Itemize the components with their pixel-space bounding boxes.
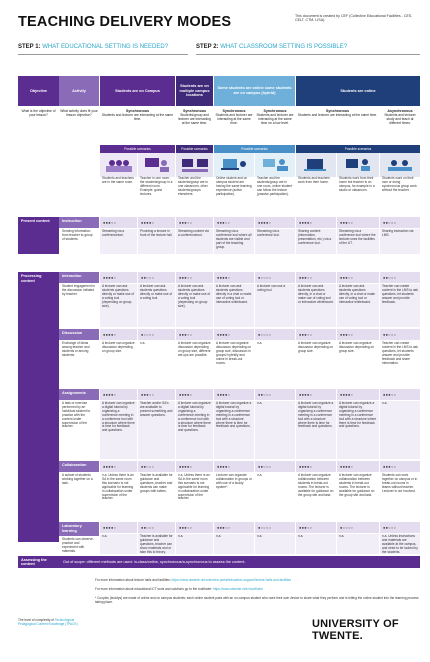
footer-line2-text: For more information about educational ICT tools and solutions go to the toolfinder: bbox=[95, 587, 213, 591]
tpack-link[interactable]: Technological Pedagogical Content Knowledge (TPACK) bbox=[18, 618, 78, 626]
cell-present-1: Streaming via a conferencetool. bbox=[100, 229, 137, 254]
footer-buddy-note: * Couples (buddys) are made of online and on campus students; each online student pairs with an on campus student who uses their own device to share what they perform and is letting the online student into the learning process taking place. bbox=[95, 596, 419, 604]
step-2 bbox=[196, 44, 347, 50]
objective-discussion: Exchange of ideas among teacher and students or among students. bbox=[62, 341, 90, 357]
rating-dots-discussion-4: ●●●●○ bbox=[214, 329, 254, 340]
rating-dots-lab-2: ●●○○○ bbox=[138, 522, 175, 533]
cell-lab-7: n.a. bbox=[337, 534, 379, 554]
online-sync-title: Synchronous bbox=[326, 109, 349, 113]
rating-dots-assignments-1: ●●●●○ bbox=[100, 389, 137, 400]
rating-dots-lab-1: ●●●●○ bbox=[100, 522, 137, 533]
cell-present-8: Sharing instruction via LMS. bbox=[380, 229, 420, 254]
rating-dots-discussion-8: ●●○○○ bbox=[380, 329, 420, 340]
cell-interaction-1: A lecturer can ask students questions directly or make use of a voting tool (depending on group size). bbox=[100, 284, 137, 327]
async-group-icon bbox=[385, 156, 415, 174]
rating-dots-discussion-3: ●●●○○ bbox=[176, 329, 213, 340]
footer-toolfinder bbox=[95, 587, 425, 591]
objective-laboratory: Students can observe, practice and experiment with materials. bbox=[62, 537, 94, 553]
cell-collaboration-4: Lecturer can organize collaboration in groups or with use of a buddy system*. bbox=[214, 473, 254, 520]
rating-dots-assignments-8: ●●●○○ bbox=[380, 389, 420, 400]
cell-discussion-6: A lecturer can organize discussion depending on group size. bbox=[296, 341, 336, 387]
assess-content-band bbox=[18, 556, 420, 568]
rating-dots-collaboration-5: ●●○○○ bbox=[255, 461, 295, 472]
footer-line1-text: For more information about lecture halls and facilities: bbox=[95, 578, 171, 582]
university-logo: UNIVERSITY OF TWENTE. bbox=[312, 618, 399, 642]
cell-collaboration-6: A lecturer can organize collaboration between students in break-out rooms. The lecturer is available for guidance on the group site and task. bbox=[296, 473, 336, 520]
rating-dots-lab-3: ●●●○○ bbox=[176, 522, 213, 533]
screen-lecture-icon bbox=[142, 156, 172, 174]
header-campus: Students are on Campus bbox=[100, 76, 175, 106]
cell-collaboration-8: Students can work together on campus or in break-out rooms in teams without teacher. Lecturer is not involved. bbox=[380, 473, 420, 520]
tpack-note bbox=[18, 618, 88, 626]
online-async-desc bbox=[380, 108, 420, 143]
caption-6: Students and teachers work from their home. bbox=[298, 176, 330, 184]
rating-dots-lab-4: ●●●○○ bbox=[214, 522, 254, 533]
multiple-sync-title: Synchronous bbox=[183, 109, 206, 113]
activity-interaction: Interaction bbox=[59, 272, 99, 283]
rating-dots-lab-7: ●○○○○ bbox=[337, 522, 379, 533]
cell-present-3: Streaming content via a conferencetool. bbox=[176, 229, 213, 254]
section-processing-content: Processing content bbox=[18, 272, 59, 542]
rating-dots-present-8: ●●○○○ bbox=[380, 217, 420, 228]
activity-laboratory: Laboratory learning bbox=[59, 522, 99, 536]
cell-lab-5: n.a. bbox=[255, 534, 295, 554]
async-illustration bbox=[380, 153, 420, 177]
cell-discussion-5: n.a. bbox=[255, 341, 295, 387]
cell-discussion-7: A lecturer can organize discussion depending on group size. bbox=[337, 341, 379, 387]
caption-8: Students work on their own or doing synchronous group work without the teacher. bbox=[382, 176, 417, 192]
online-async-text: Students and lecturer study and teach at different times. bbox=[384, 113, 416, 125]
cell-interaction-3: A lecturer can ask students questions directly or make use of a voting tool (depending on group size). bbox=[176, 284, 213, 327]
hybrid-a-sync-desc bbox=[214, 108, 254, 143]
rating-dots-present-2: ●●●●○ bbox=[138, 217, 175, 228]
step-1-divider bbox=[18, 54, 188, 55]
hybrid-active-illustration bbox=[214, 153, 254, 177]
cell-discussion-8: Teacher can create content in the LMS to ask questions, let students answer and provide feedback and share information. bbox=[380, 341, 420, 387]
caption-3: Teacher and the students/group are in one classroom, other students/groups elsewhere. bbox=[178, 176, 208, 196]
objective-collaboration: A subset of students working together on a task. bbox=[62, 473, 93, 485]
home-laptop-icon bbox=[301, 156, 331, 174]
hybrid-a-sync-title: Synchronous bbox=[222, 109, 246, 113]
rating-dots-collaboration-1: ●●●●○ bbox=[100, 461, 137, 472]
cell-interaction-7: A lecturer can ask students questions directly, in a chat or make use of voting tool or interactive whiteboard. bbox=[337, 284, 379, 327]
rating-dots-interaction-5: ●○○○○ bbox=[255, 272, 295, 283]
campus-sync-title: Synchronous bbox=[126, 109, 149, 113]
cell-lab-3: n.a. bbox=[176, 534, 213, 554]
cell-present-7: Streaming via a conference tool where the lecturer uses the facilities of the UT. bbox=[337, 229, 379, 254]
step-2-label: STEP 2: bbox=[196, 44, 219, 50]
hybrid-b-sync-title: Synchronous bbox=[263, 109, 287, 113]
rating-dots-assignments-4: ●●●●○ bbox=[214, 389, 254, 400]
cell-collaboration-5: n.a. bbox=[255, 473, 295, 520]
classroom-icon bbox=[104, 156, 134, 174]
cell-interaction-6: A lecturer can ask students questions directly, in a chat or make use of voting tool or interactive whiteboard. bbox=[296, 284, 336, 327]
cell-interaction-2: A lecturer can ask students questions directly or make use of a voting tool. bbox=[138, 284, 175, 327]
cell-assignments-2: Teacher and/or SA's are available to present something and answer questions. bbox=[138, 401, 175, 459]
hybrid-a-sync-text: Students and lecturer are interacting at the same time. bbox=[215, 113, 253, 125]
rating-dots-present-6: ●●●●○ bbox=[296, 217, 336, 228]
multiple-sync-desc bbox=[176, 108, 213, 143]
rating-dots-interaction-1: ●●●●○ bbox=[100, 272, 137, 283]
assess-text: Out of scope: different methods are used: in-class/online, synchronous/a-synchronous to assess the content. bbox=[63, 560, 246, 564]
cell-assignments-8: n.a. bbox=[380, 401, 420, 459]
rating-dots-discussion-2: ●○○○○ bbox=[138, 329, 175, 340]
objective-interaction: Student engagement in the discussion initiated by teacher. bbox=[62, 284, 95, 296]
guest-lecture-illustration bbox=[138, 153, 175, 177]
document-note: This document is created by CEF (Collective Educational Facilities - CES, CELT, CTM, LISA). bbox=[295, 14, 413, 23]
rating-dots-discussion-1: ●●●●○ bbox=[100, 329, 137, 340]
tpack-text: The level of complexity of bbox=[18, 618, 54, 622]
cell-collaboration-1: n.a. Unless there is an SA in the same room this scenario is not applicable for learning in collaboration under supervision of the teacher. bbox=[100, 473, 137, 520]
scenarios-multiple: Possible scenarios bbox=[176, 145, 213, 153]
header-activity: Activity bbox=[59, 76, 99, 106]
step-1 bbox=[18, 44, 168, 50]
rating-dots-interaction-7: ●●●○○ bbox=[337, 272, 379, 283]
rating-dots-lab-5: ●○○○○ bbox=[255, 522, 295, 533]
rating-dots-collaboration-4: ●●●●○ bbox=[214, 461, 254, 472]
rating-dots-assignments-5: ●●○○○ bbox=[255, 389, 295, 400]
rating-dots-present-7: ●●●○○ bbox=[337, 217, 379, 228]
cell-lab-8: n.a. Unless instructions and materials are available at the campus, and need to be looked by the students. bbox=[380, 534, 420, 554]
multiple-sync-text: Students/group and lecturer are interacting at the same time. bbox=[178, 113, 211, 125]
cell-present-5: Streaming via a conference tool. bbox=[255, 229, 295, 254]
rating-dots-present-5: ●●●●○ bbox=[255, 217, 295, 228]
rating-dots-assignments-3: ●●●●○ bbox=[176, 389, 213, 400]
studio-icon bbox=[343, 156, 373, 174]
rating-dots-interaction-2: ●●○○○ bbox=[138, 272, 175, 283]
objective-assignments: A task or exercise performed by an individual student to practice with the content under supervision of the teacher. bbox=[62, 401, 91, 429]
cell-collaboration-7: A lecturer can organize collaboration between students in break-out rooms. The lecturer is available for guidance on the group site and task. bbox=[337, 473, 379, 520]
caption-5: Teacher and the students/group are in one room, online student can follow the lecture (passive participation). bbox=[257, 176, 293, 196]
toolfinder-link[interactable]: https://www.utwente.nl/en/toolfinder bbox=[212, 587, 264, 591]
rating-dots-discussion-6: ●●●○○ bbox=[296, 329, 336, 340]
activity-collaboration: Collaboration bbox=[59, 461, 99, 472]
rating-dots-lab-6: ●●●○○ bbox=[296, 522, 336, 533]
caption-2: Teacher in one room, the students/group in a different room. Example: guest lectures. bbox=[140, 176, 173, 196]
scenarios-online: Possible scenarios bbox=[296, 145, 420, 153]
multiple-location-illustration bbox=[176, 153, 213, 177]
cell-assignments-4: A lecturer can organize a digital tutorial by organizing a conference meeting in a conference tool with a structure where there is time for feedback and questions. bbox=[214, 401, 254, 459]
objective-question: What is the objective of your lesson? bbox=[21, 109, 56, 117]
rating-dots-interaction-3: ●●●○○ bbox=[176, 272, 213, 283]
rating-dots-interaction-8: ●●○○○ bbox=[380, 272, 420, 283]
cell-lab-6: n.a. bbox=[296, 534, 336, 554]
hybrid-b-sync-desc bbox=[255, 108, 295, 143]
section-present-content: Present content bbox=[18, 217, 59, 254]
cell-assignments-7: A lecturer can organize a digital tutorial by organizing a conference meeting in a conference tool with a structure where there is time for feedback and questions. bbox=[337, 401, 379, 459]
cell-discussion-1: A lecturer can organize discussion depending on group size. bbox=[100, 341, 137, 387]
online-home-illustration bbox=[296, 153, 336, 177]
step-1-label: STEP 1: bbox=[18, 44, 41, 50]
rating-dots-assignments-6: ●●●●○ bbox=[296, 389, 336, 400]
rating-dots-lab-8: ●●○○○ bbox=[380, 522, 420, 533]
rating-dots-interaction-4: ●●●●○ bbox=[214, 272, 254, 283]
classroom-illustration bbox=[100, 153, 137, 177]
activity-question: What activity does fit your lesson objective? bbox=[60, 109, 98, 117]
header-hybrid: Some students are online some students are on campus (hybrid) bbox=[214, 76, 295, 106]
lecture-halls-link[interactable]: https://www.utwente.nl/en/service-portal/education-support/lecture-halls-and-facilities bbox=[171, 578, 291, 582]
caption-7: Students work from their home but teacher is on campus, for example in a studio or classroom. bbox=[339, 176, 375, 192]
rating-dots-collaboration-6: ●●●●○ bbox=[296, 461, 336, 472]
rating-dots-interaction-6: ●●●○○ bbox=[296, 272, 336, 283]
scenarios-hybrid: Possible scenarios bbox=[214, 145, 295, 153]
step-2-question: WHAT CLASSROOM SETTING IS POSSIBLE? bbox=[220, 44, 348, 50]
caption-1: Students and teachers are in the same room. bbox=[102, 176, 134, 184]
cell-interaction-8: Teacher can create content in the LMS to ask questions, let students answer and provide feedback. bbox=[380, 284, 420, 327]
rating-dots-discussion-7: ●●●○○ bbox=[337, 329, 379, 340]
header-multiple-locations: Students are on multiple campus locations bbox=[176, 76, 213, 106]
objective-instruction: Sending information from teacher to group of students. bbox=[62, 229, 93, 241]
cell-discussion-2: n.a. bbox=[138, 341, 175, 387]
rating-dots-collaboration-3: ●●●●○ bbox=[176, 461, 213, 472]
campus-sync-desc bbox=[100, 108, 175, 143]
online-sync-text: Students and lecturer are interacting at the same time. bbox=[297, 113, 378, 117]
hybrid-laptop-icon bbox=[219, 156, 249, 174]
online-sync-desc bbox=[296, 108, 379, 143]
online-async-title: Asynchronous bbox=[387, 109, 413, 113]
activity-instruction: Instruction bbox=[59, 217, 99, 228]
cell-assignments-5: n.a. bbox=[255, 401, 295, 459]
cell-assignments-3: A lecturer can organize a digital tutorial by organizing a conference meeting in a conference tool with a structure where there is time for feedback and questions. bbox=[176, 401, 213, 459]
cell-interaction-4: A lecturer can ask students questions directly in a chat or make use of voting tool or interactive whiteboard. bbox=[214, 284, 254, 327]
cell-present-6: Sharing content (information, presentation, etc.) via a conference tool. bbox=[296, 229, 336, 254]
rating-dots-present-3: ●●●○○ bbox=[176, 217, 213, 228]
hybrid-b-sync-text: Students and lecturer are interacting at the same time on a low level. bbox=[256, 113, 294, 125]
caption-4: Online student and on campus student are having the same learning experience (active participation). bbox=[216, 176, 252, 196]
cell-lab-1: n.a. bbox=[100, 534, 137, 554]
rating-dots-collaboration-7: ●●●●○ bbox=[337, 461, 379, 472]
cell-collaboration-3: n.a. Unless there is an SA in the same room this scenario is not applicable for learning in collaboration under supervision of the teacher. bbox=[176, 473, 213, 520]
rating-dots-present-4: ●●●○○ bbox=[214, 217, 254, 228]
cell-discussion-3: A lecturer can organize discussion depending on group size, different set-ups are possible. bbox=[176, 341, 213, 387]
rating-dots-assignments-7: ●●●●○ bbox=[337, 389, 379, 400]
step-2-divider bbox=[196, 54, 420, 55]
cell-assignments-6: A lecturer can organize a digital tutorial by organizing a conference meeting in a conference tool with a structure where there is time for feedback and questions. bbox=[296, 401, 336, 459]
header-objective: Objective bbox=[18, 76, 59, 106]
cell-present-2: Providing a lecture in front of the lecture hall. bbox=[138, 229, 175, 254]
cell-discussion-4: A lecturer can organize discussion depending on group size, discussion in groups/ hybridly and online in break-out rooms. bbox=[214, 341, 254, 387]
cell-collaboration-2: Teacher is available for guidance and questions, teacher and students can make groups with tables. bbox=[138, 473, 175, 520]
online-studio-illustration bbox=[337, 153, 379, 177]
cell-lab-4: n.a. bbox=[214, 534, 254, 554]
step-1-question: WHAT EDUCATIONAL SETTING IS NEEDED? bbox=[42, 44, 169, 50]
hybrid-stream-icon bbox=[260, 156, 290, 174]
rating-dots-assignments-2: ●●●○○ bbox=[138, 389, 175, 400]
multi-room-icon bbox=[180, 156, 210, 174]
scenarios-campus: Possible scenarios bbox=[100, 145, 175, 153]
page-title: TEACHING DELIVERY MODES bbox=[18, 14, 232, 30]
rating-dots-collaboration-2: ●●○○○ bbox=[138, 461, 175, 472]
rating-dots-collaboration-8: ●●●○○ bbox=[380, 461, 420, 472]
rating-dots-discussion-5: ●○○○○ bbox=[255, 329, 295, 340]
hybrid-passive-illustration bbox=[255, 153, 295, 177]
cell-lab-2: Teacher is available for guidance and questions, teacher can show materials and or take this to theory. bbox=[138, 534, 175, 554]
campus-sync-text: Students and lecturer are interacting at the same time. bbox=[101, 113, 174, 121]
section-assessing: Assessing the content bbox=[21, 557, 47, 566]
cell-assignments-1: A lecturer can organize a digital tutorial by organizing a conference meeting in a conference tool with a structure where there is time for feedback and questions. bbox=[100, 401, 137, 459]
cell-present-4: Streaming via a conference tool where all students are visible and part of the teaching group. bbox=[214, 229, 254, 254]
cell-interaction-5: A lecturer can use a voting tool. bbox=[255, 284, 295, 327]
footer-lecture-halls bbox=[95, 578, 425, 582]
activity-assignments: Assignments bbox=[59, 389, 99, 400]
rating-dots-present-1: ●●●○○ bbox=[100, 217, 137, 228]
activity-discussion: Discussion bbox=[59, 329, 99, 340]
header-online: Students are online bbox=[296, 76, 420, 106]
